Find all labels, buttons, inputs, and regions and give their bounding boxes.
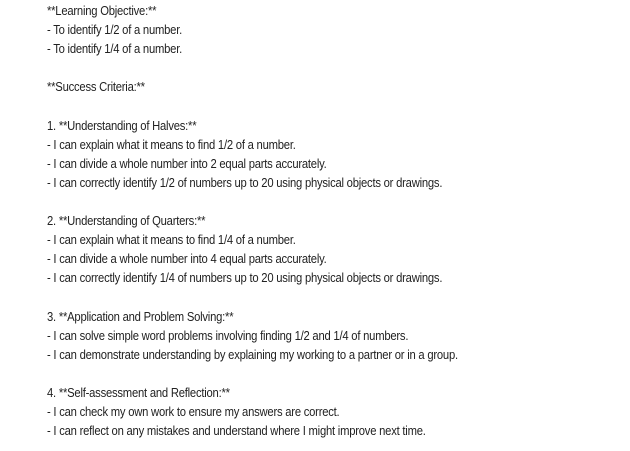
section-heading: 4. **Self-assessment and Reflection:** bbox=[47, 385, 230, 400]
blank-line bbox=[47, 365, 504, 384]
list-item: - I can reflect on any mistakes and understand where I might improve next time. bbox=[47, 424, 426, 439]
section-heading: **Success Criteria:** bbox=[47, 80, 145, 95]
list-item: - To identify 1/4 of a number. bbox=[47, 42, 183, 57]
list-item: - I can divide a whole number into 2 equal parts accurately. bbox=[47, 156, 327, 171]
section-heading: 2. **Understanding of Quarters:** bbox=[47, 214, 206, 229]
list-item: - I can check my own work to ensure my answers are correct. bbox=[47, 404, 340, 419]
list-item: - I can explain what it means to find 1/4 of a number. bbox=[47, 233, 296, 248]
list-item: - I can demonstrate understanding by explaining my working to a partner or in a group. bbox=[47, 347, 458, 362]
section-heading: 3. **Application and Problem Solving:** bbox=[47, 309, 234, 324]
blank-line bbox=[47, 97, 504, 116]
section-heading: **Learning Objective:** bbox=[47, 4, 157, 18]
list-item: - I can solve simple word problems involving finding 1/2 and 1/4 of numbers. bbox=[47, 328, 409, 343]
list-item: - To identify 1/2 of a number. bbox=[47, 23, 183, 38]
document-body bbox=[47, 2, 504, 441]
section-heading: 1. **Understanding of Halves:** bbox=[47, 118, 197, 133]
list-item: - I can explain what it means to find 1/2 of a number. bbox=[47, 137, 296, 152]
list-item: - I can correctly identify 1/2 of numbers up to 20 using physical objects or drawings. bbox=[47, 175, 443, 190]
blank-line bbox=[47, 288, 504, 307]
list-item: - I can correctly identify 1/4 of numbers up to 20 using physical objects or drawings. bbox=[47, 271, 443, 286]
blank-line bbox=[47, 59, 504, 78]
list-item: - I can divide a whole number into 4 equal parts accurately. bbox=[47, 252, 327, 267]
blank-line bbox=[47, 193, 504, 212]
